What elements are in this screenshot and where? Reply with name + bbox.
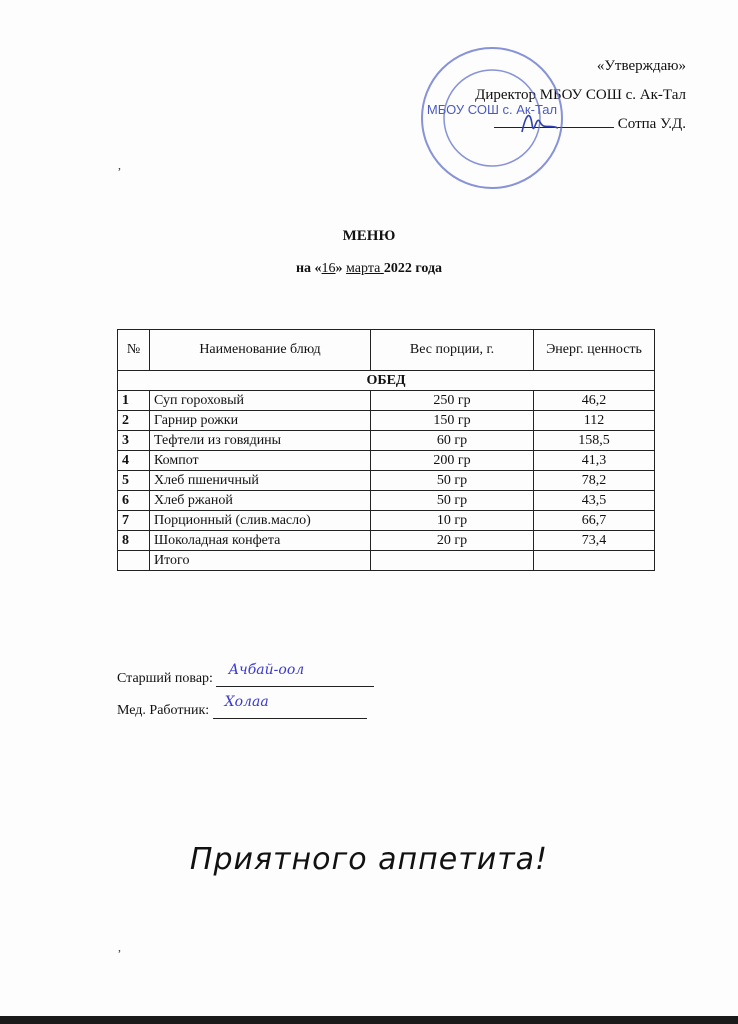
table-row: 7 Порционный (слив.масло) 10 гр 66,7 — [118, 511, 655, 531]
table-row: 3 Тефтели из говядины 60 гр 158,5 — [118, 431, 655, 451]
margin-mark: , — [118, 940, 121, 954]
closing-wish: Приятного аппетита! — [189, 842, 549, 877]
official-stamp — [418, 44, 566, 192]
table-row: 1 Суп гороховый 250 гр 46,2 — [118, 391, 655, 411]
cook-handwritten-signature: Ачбай-оол — [228, 662, 305, 678]
margin-mark: , — [118, 158, 121, 172]
cook-signature — [117, 662, 374, 687]
table-row: 8 Шоколадная конфета 20 гр 73,4 — [118, 531, 655, 551]
total-row — [118, 551, 655, 571]
col-weight-header: Вес порции, г. — [371, 330, 534, 371]
col-number-header: № — [118, 330, 150, 371]
section-label: ОБЕД — [118, 371, 655, 391]
cook-label: Старший повар: — [117, 671, 213, 686]
table-row: 5 Хлеб пшеничный 50 гр 78,2 — [118, 471, 655, 491]
table-row: 2 Гарнир рожки 150 гр 112 — [118, 411, 655, 431]
table-row: 4 Компот 200 гр 41,3 — [118, 451, 655, 471]
col-energy-header: Энерг. ценность — [534, 330, 655, 371]
page-title: МЕНЮ — [342, 228, 396, 244]
section-row — [118, 371, 655, 391]
approval-director: Директор МБОУ СОШ с. Ак-Тал — [475, 87, 686, 103]
table-header-row — [118, 330, 655, 371]
total-label: Итого — [150, 551, 371, 571]
col-dish-header: Наименование блюд — [150, 330, 371, 371]
medic-label: Мед. Работник: — [117, 703, 210, 718]
table-row: 6 Хлеб ржаной 50 гр 43,5 — [118, 491, 655, 511]
date-month: марта — [346, 261, 384, 276]
medic-signature — [117, 694, 367, 719]
menu-date: на «16» марта 2022 года — [295, 261, 443, 276]
menu-table — [117, 329, 655, 571]
medic-handwritten-signature: Холаа — [224, 694, 269, 710]
scan-edge — [0, 1016, 738, 1024]
date-day: 16 — [321, 261, 336, 276]
approval-director-name: Сотпа У.Д. — [617, 116, 686, 132]
stamp-text: МБОУ СОШ с. Ак-Тал — [426, 102, 558, 117]
approval-title: «Утверждаю» — [596, 58, 686, 74]
